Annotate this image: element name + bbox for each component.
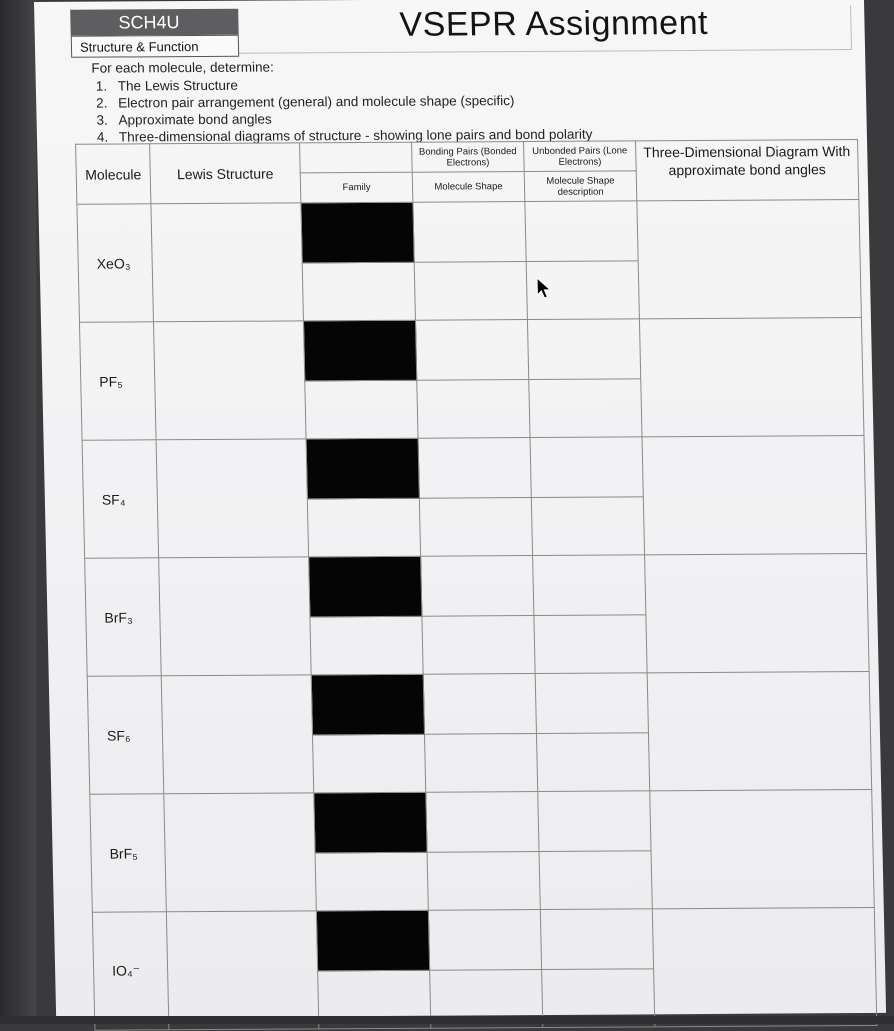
molecule-cell: XeO₃ [77,204,154,322]
lewis-structure-cell[interactable] [166,911,319,1030]
molecule-shape-cell[interactable] [427,852,540,911]
family-block [314,792,427,853]
family-cell[interactable] [310,616,423,675]
instruction-item: 2. Electron pair arrangement (general) and molecule shape (specific) [96,93,515,111]
molecule-shape-cell[interactable] [424,734,537,793]
three-d-diagram-cell[interactable] [650,789,875,908]
header-lewis-structure: Lewis Structure [150,143,301,204]
header-blank [300,142,413,173]
shape-description-cell[interactable] [529,379,642,438]
header-molecule-shape: Molecule Shape [412,172,525,203]
unbonded-pairs-cell[interactable] [527,319,640,380]
bonding-pairs-cell[interactable] [421,556,534,617]
family-cell[interactable] [302,262,415,321]
header-shape-description: Molecule Shape description [524,171,637,202]
shape-description-cell[interactable] [536,733,649,792]
three-d-diagram-cell[interactable] [637,199,862,318]
bonding-pairs-cell[interactable] [415,320,528,381]
course-code: SCH4U [70,9,239,36]
shape-description-cell[interactable] [539,851,652,910]
bonding-pairs-cell[interactable] [413,202,526,263]
lewis-structure-cell[interactable] [159,557,312,676]
molecule-cell: IO₄⁻ [92,912,169,1030]
unbonded-pairs-cell[interactable] [525,201,638,262]
page-title: VSEPR Assignment [399,3,709,44]
unbonded-pairs-cell[interactable] [530,437,643,498]
header-molecule: Molecule [76,144,151,204]
unbonded-pairs-cell[interactable] [540,909,653,970]
bonding-pairs-cell[interactable] [426,792,539,853]
molecule-cell: PF₅ [79,322,156,440]
header-three-dimensional-diagram: Three-Dimensional Diagram With approximate bond angles [636,139,859,200]
unbonded-pairs-cell[interactable] [533,555,646,616]
family-block [316,910,429,971]
three-d-diagram-cell[interactable] [642,435,867,554]
family-block [301,202,414,263]
bonding-pairs-cell[interactable] [418,438,531,499]
monitor-bottom-bezel [0,1016,894,1024]
three-d-diagram-cell[interactable] [652,907,877,1026]
family-cell[interactable] [312,734,425,793]
header-unbonded-pairs: Unbonded Pairs (Lone Electrons) [524,141,637,172]
molecule-cell: SF₆ [87,676,164,794]
header-family: Family [300,172,413,203]
molecule-cell: SF₄ [82,440,159,558]
header-bonding-pairs: Bonding Pairs (Bonded Electrons) [412,142,525,173]
instruction-item: 1. The Lewis Structure [95,77,239,94]
unbonded-pairs-cell[interactable] [535,673,648,734]
three-d-diagram-cell[interactable] [639,317,864,436]
lewis-structure-cell[interactable] [161,675,314,794]
molecule-shape-cell[interactable] [414,262,527,321]
worksheet-page [34,0,886,1018]
unbonded-pairs-cell[interactable] [538,791,651,852]
family-cell[interactable] [305,380,418,439]
molecule-cell: BrF₃ [85,558,162,676]
bonding-pairs-cell[interactable] [428,910,541,971]
lewis-structure-cell[interactable] [156,439,309,558]
family-block [303,320,416,381]
instructions-intro: For each molecule, determine: [91,59,274,76]
shape-description-cell[interactable] [534,615,647,674]
course-subtitle: Structure & Function [71,35,239,58]
instructions-list [92,75,593,146]
molecule-shape-cell[interactable] [417,380,530,439]
family-block [306,438,419,499]
family-cell[interactable] [315,852,428,911]
instruction-item: 3. Approximate bond angles [96,111,272,128]
molecule-cell: BrF₅ [90,794,167,912]
lewis-structure-cell[interactable] [153,321,306,440]
family-block [311,674,424,735]
bonding-pairs-cell[interactable] [423,674,536,735]
lewis-structure-cell[interactable] [151,203,304,322]
three-d-diagram-cell[interactable] [645,553,870,672]
mouse-cursor-icon [536,277,553,301]
instructions [91,57,592,146]
instruction-item: 4. Three-dimensional diagrams of structure - showing lone pairs and bond polarity [96,126,593,145]
monitor-bezel [0,0,36,1024]
family-block [309,556,422,617]
family-cell[interactable] [307,498,420,557]
molecule-shape-cell[interactable] [419,498,532,557]
lewis-structure-cell[interactable] [164,793,317,912]
vsepr-table [75,139,877,1031]
three-d-diagram-cell[interactable] [647,671,872,790]
molecule-shape-cell[interactable] [422,616,535,675]
shape-description-cell[interactable] [531,497,644,556]
